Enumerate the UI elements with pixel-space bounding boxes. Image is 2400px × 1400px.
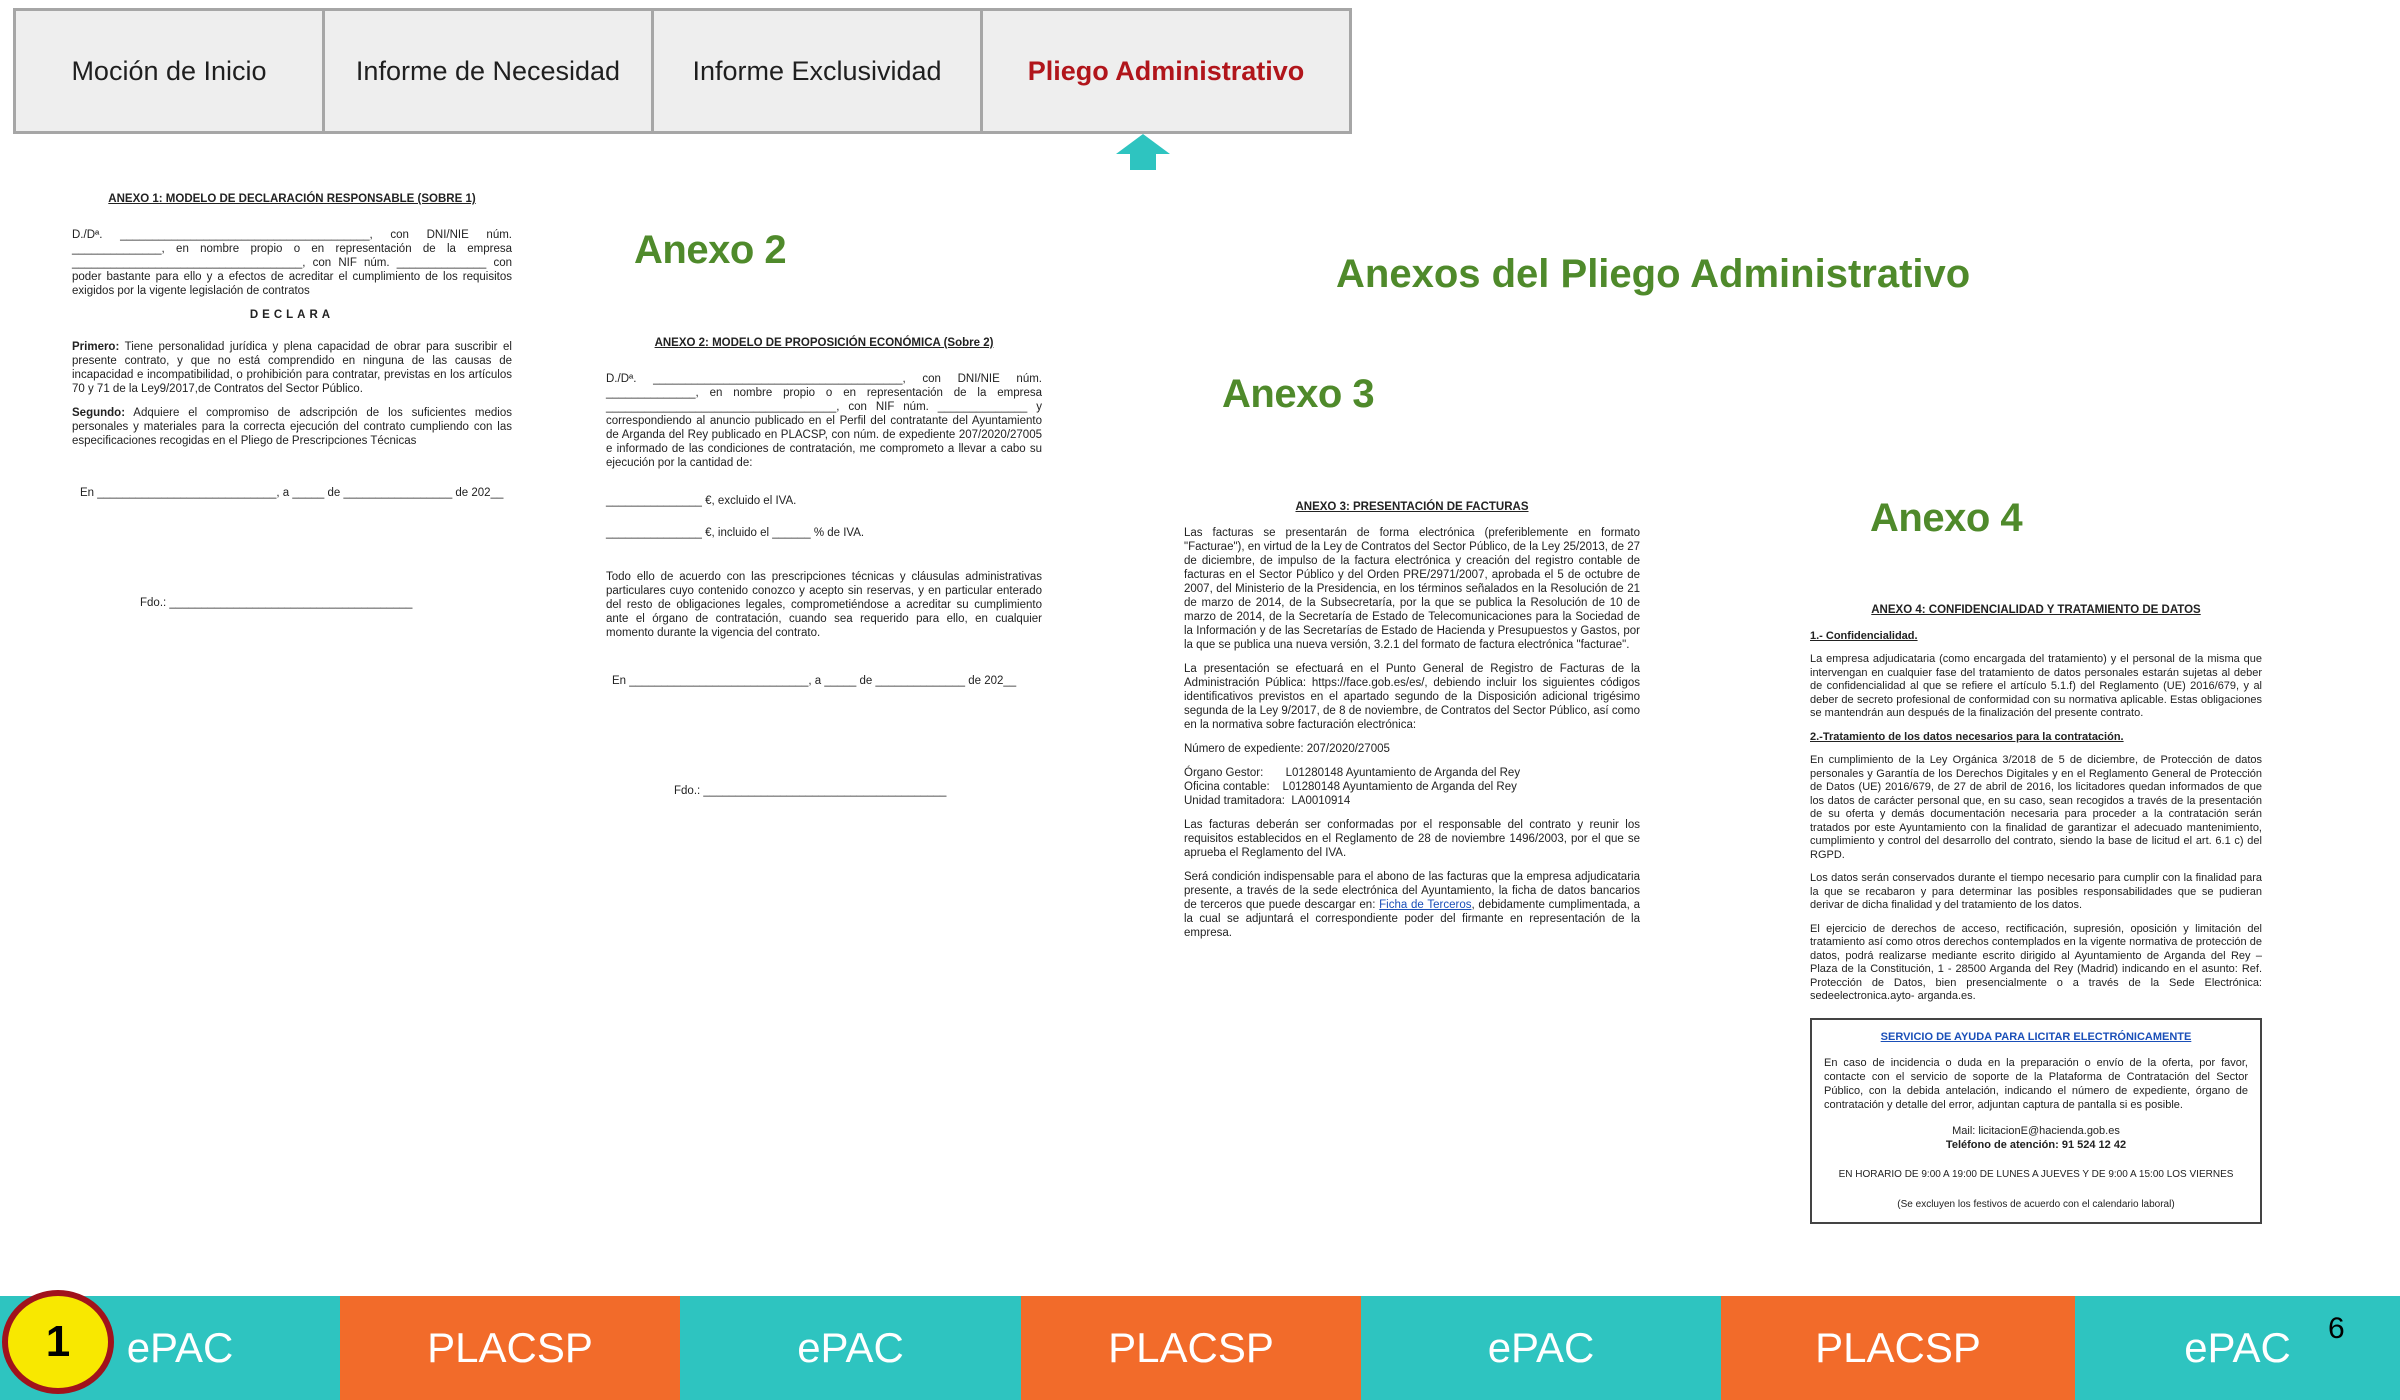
- annex-1-primero-label: Primero:: [72, 341, 120, 353]
- footer-epac-4[interactable]: ePAC: [2075, 1296, 2400, 1400]
- annex-2-conditions: Todo ello de acuerdo con las prescripciones técnicas y cláusulas administrativas particulares cuyo contenido conozco y acepto sin reservas, y en particular enterado del resto de obligaciones legales, comprometiéndose a acreditar su cumplimiento ante el órgano de contratación, cuando sea requerido para ello, en cualquier momento durante la vigencia del contrato.: [606, 571, 1042, 639]
- footer-epac-2[interactable]: ePAC: [680, 1296, 1021, 1400]
- annex-3-p4: Las facturas deberán ser conformadas por el responsable del contrato y reunir los requisitos establecidos en el Reglamento de 28 de noviembre 1496/2003, por el que se aprueba el Reglamento del IVA.: [1184, 819, 1640, 859]
- annex-3-p5-text: Será condición indispensable para el abono de las facturas que la empresa adjudicataria presente, a través de la sede electrónica del Ayuntamiento, la ficha de datos bancarios de terceros que puede descargar en:: [1184, 871, 1640, 911]
- annex-2-intro: D./Dª. _______________________________________, con DNI/NIE núm. ______________, en nombre propio o en representación de la empresa ____________________________________, con NIF núm. ______________ y correspondiendo al anuncio publicado en el Perfil del contratante del Ayuntamiento de Arganda del Rey publicado en PLACSP, con núm. de expediente 207/2020/27005 e informado de las condiciones de contratación, me comprometo a llevar a cabo su ejecución por la cantidad de:: [606, 373, 1042, 469]
- annex-4-heading: ANEXO 4: CONFIDENCIALIDAD Y TRATAMIENTO DE DATOS: [1871, 604, 2201, 616]
- annex-3-document: [1184, 500, 1640, 950]
- annex-1-signature: Fdo.: ______________________________________: [140, 597, 413, 609]
- annex-3-code-row: Órgano Gestor: L01280148 Ayuntamiento de Arganda del Rey: [1184, 767, 1521, 779]
- annex-2-title: Anexo 2: [634, 228, 787, 272]
- annex-1-declara: DECLARA: [249, 309, 335, 321]
- annex-2-document: [606, 336, 1042, 808]
- annex-4-title: Anexo 4: [1870, 496, 2023, 540]
- annex-4-section-1: [1810, 630, 2262, 644]
- annex-2-amount-excl: _______________ €, excluido el IVA.: [606, 495, 797, 507]
- annex-1-primero-text: Tiene personalidad jurídica y plena capacidad de obrar para suscribir el presente contrato, y que no está comprendido en ninguna de las causas de incapacidad e incompatibilidad, o prohibición para contratar, previstas en los artículos 70 y 71 de la Ley9/2017,de Contratos del Sector Público.: [72, 341, 512, 395]
- annex-3-code-row: Oficina contable: L01280148 Ayuntamiento de Arganda del Rey: [1184, 781, 1517, 793]
- annex-1-document: [72, 192, 512, 620]
- annex-3-heading: ANEXO 3: PRESENTACIÓN DE FACTURAS: [1295, 501, 1529, 513]
- help-service-text: En caso de incidencia o duda en la preparación o envío de la oferta, por favor, contacte con el servicio de soporte de la Plataforma de Contratación del Sector Público, con la debida antelación, indicando el número de expediente, órgano de contratación y detalle del error, adjuntan captura de pantalla si es posible.: [1824, 1056, 2248, 1111]
- annex-4-p2: En cumplimiento de la Ley Orgánica 3/2018 de 5 de diciembre, de Protección de datos personales y Garantía de los Derechos Digitales y en el Reglamento General de Protección de Datos (UE) 2016/679, de 27 de abril de 2016, los licitadores quedan informados de que los datos de carácter personal que, en su caso, sean recogidos a través de la presentación de su oferta y demás documentación necesaria para proceder a la contratación serán tratados por este Ayuntamiento con la finalidad de garantizar el adecuado mantenimiento, cumplimiento y control del desarrollo del contrato, siendo la base de licitud el art. 6.1 c) del RGPD.: [1810, 754, 2262, 861]
- annex-1-primero: [72, 340, 512, 396]
- annex-1-heading: ANEXO 1: MODELO DE DECLARACIÓN RESPONSABLE (SOBRE 1): [108, 193, 476, 205]
- footer-epac-1[interactable]: ePAC: [0, 1296, 340, 1400]
- help-phone: Teléfono de atención: 91 524 12 42: [1945, 1138, 2127, 1151]
- help-service-box: [1810, 1018, 2262, 1224]
- help-service-title: SERVICIO DE AYUDA PARA LICITAR ELECTRÓNICAMENTE: [1880, 1030, 2192, 1043]
- tab-informe-exclusividad[interactable]: Informe Exclusividad: [651, 8, 983, 134]
- annex-1-segundo-text: Adquiere el compromiso de adscripción de los suficientes medios personales y materiales para la correcta ejecución del contrato cumpliendo con las especificaciones recogidas en el Pliego de Prescripciones Técnicas: [72, 407, 512, 447]
- annex-3-p5-tail: , debidamente cumplimentada, a la cual se adjuntará el correspondiente poder del firmante en representación de la empresa.: [1184, 899, 1640, 939]
- annex-3-p2: La presentación se efectuará en el Punto General de Registro de Facturas de la Administración Pública: https://face.gob.es/es/, debiendo incluir los siguientes códigos identificativos previstos en el apartado segundo de la Disposición adicional trigésimo segunda de la Ley 9/2017, de 8 de noviembre, de Contratos del Sector Público, así como en la normativa sobre facturación electrónica:: [1184, 663, 1640, 731]
- tab-pliego-administrativo[interactable]: Pliego Administrativo: [980, 8, 1352, 134]
- footer-placsp-1[interactable]: PLACSP: [340, 1296, 680, 1400]
- help-hours: EN HORARIO DE 9:00 A 19:00 DE LUNES A JUEVES Y DE 9:00 A 15:00 LOS VIERNES: [1838, 1168, 2234, 1180]
- annex-4-section-2: [1810, 731, 2262, 745]
- annex-1-segundo-label: Segundo:: [72, 407, 126, 419]
- annex-3-p1: Las facturas se presentarán de forma electrónica (preferiblemente en formato "Facturae"), en virtud de la Ley de Contratos del Sector Público, de la Ley 25/2013, de 27 de diciembre, de impulso de la factura electrónica y creación del registro contable de facturas en el Sector Público y del Orden PRE/2971/2007, aprobada el 5 de octubre de 2007, del Ministerio de la Presidencia, en los términos señalados en la Resolución de 21 de marzo de 2014, de la Subsecretaría, por la que se publica la Resolución de 10 de marzo de 2014, de la Secretaría de Estado de Telecomunicaciones para la Sociedad de la Información y de las Secretarías de Estado de Hacienda y Presupuestos y Gastos, por la que se publica una nueva versión, 3.2.1 del formato de factura electrónica "facturae".: [1184, 527, 1640, 651]
- annex-3-codes: [1184, 766, 1640, 808]
- annex-2-amount-incl: _______________ €, incluido el ______ % de IVA.: [606, 527, 865, 539]
- help-note: (Se excluyen los festivos de acuerdo con el calendario laboral): [1897, 1198, 2175, 1210]
- annex-3-expediente: Número de expediente: 207/2020/27005: [1184, 743, 1390, 755]
- annex-4-p1: La empresa adjudicataria (como encargada del tratamiento) y el personal de la misma que intervengan en cualquier fase del tratamiento de datos personales estarán sujetas al deber de confidencialidad al que se refiere el artículo 5.1.f) del Reglamento (UE) 2016/679, y al deber de secreto profesional de conformidad con su normativa aplicable. Estas obligaciones se mantendrán aun después de la finalización del presente contrato.: [1810, 653, 2262, 719]
- annex-2-heading: ANEXO 2: MODELO DE PROPOSICIÓN ECONÓMICA (Sobre 2): [654, 337, 994, 349]
- footer-bar: [0, 1296, 2400, 1400]
- annex-1-intro: D./Dª. _______________________________________, con DNI/NIE núm. ______________, en nombre propio o en representación de la empresa ____________________________________, con NIF núm. ______________ con poder bastante para ello y a efectos de acreditar el cumplimiento de los requisitos exigidos por la vigente legislación de contratos: [72, 229, 512, 297]
- annex-4-p3: Los datos serán conservados durante el tiempo necesario para cumplir con la finalidad para la que se recabaron y para determinar las posibles responsabilidades que se pudieran derivar de dicha finalidad y del tratamiento de los datos.: [1810, 872, 2262, 911]
- annex-4-section-2-label: 2.-Tratamiento de los datos necesarios para la contratación.: [1810, 730, 2124, 743]
- help-mail: Mail: licitacionE@hacienda.gob.es: [1952, 1124, 2120, 1137]
- tab-bar: [16, 8, 1352, 132]
- tab-mocion-inicio[interactable]: Moción de Inicio: [13, 8, 325, 134]
- step-badge: 1: [2, 1290, 114, 1394]
- annex-2-signature: Fdo.: ______________________________________: [674, 785, 947, 797]
- page-number: 6: [2328, 1312, 2345, 1345]
- annex-1-segundo: [72, 406, 512, 448]
- annex-3-title: Anexo 3: [1222, 372, 1375, 416]
- ficha-terceros-link[interactable]: Ficha de Terceros: [1379, 899, 1472, 911]
- tab-informe-necesidad[interactable]: Informe de Necesidad: [322, 8, 654, 134]
- footer-epac-3[interactable]: ePAC: [1361, 1296, 1721, 1400]
- annex-2-place-date: En ____________________________, a _____ de ______________ de 202__: [612, 675, 1017, 687]
- up-arrow-icon: [1116, 134, 1170, 170]
- annex-3-p5: [1184, 870, 1640, 940]
- annex-4-section-1-label: 1.- Confidencialidad.: [1810, 629, 1918, 642]
- annex-3-code-row: Unidad tramitadora: LA0010914: [1184, 795, 1351, 807]
- annex-4-p4: El ejercicio de derechos de acceso, rectificación, supresión, oposición y limitación del tratamiento así como otros derechos contemplados en la vigente normativa de protección de datos, podrá realizarse mediante escrito dirigido al Ayuntamiento de Arganda del Rey – Plaza de la Constitución, 1 - 28500 Arganda del Rey (Madrid) indicando en el asunto: Ref. Protección de Datos, bien presencialmente o a través de la Sede Electrónica: sedeelectronica.ayto- arganda.es.: [1810, 922, 2262, 1002]
- annex-4-document: [1810, 604, 2262, 1224]
- footer-placsp-2[interactable]: PLACSP: [1021, 1296, 1361, 1400]
- footer-placsp-3[interactable]: PLACSP: [1721, 1296, 2075, 1400]
- annex-1-place-date: En ____________________________, a _____ de _________________ de 202__: [80, 487, 504, 499]
- page-title: Anexos del Pliego Administrativo: [1336, 252, 1971, 296]
